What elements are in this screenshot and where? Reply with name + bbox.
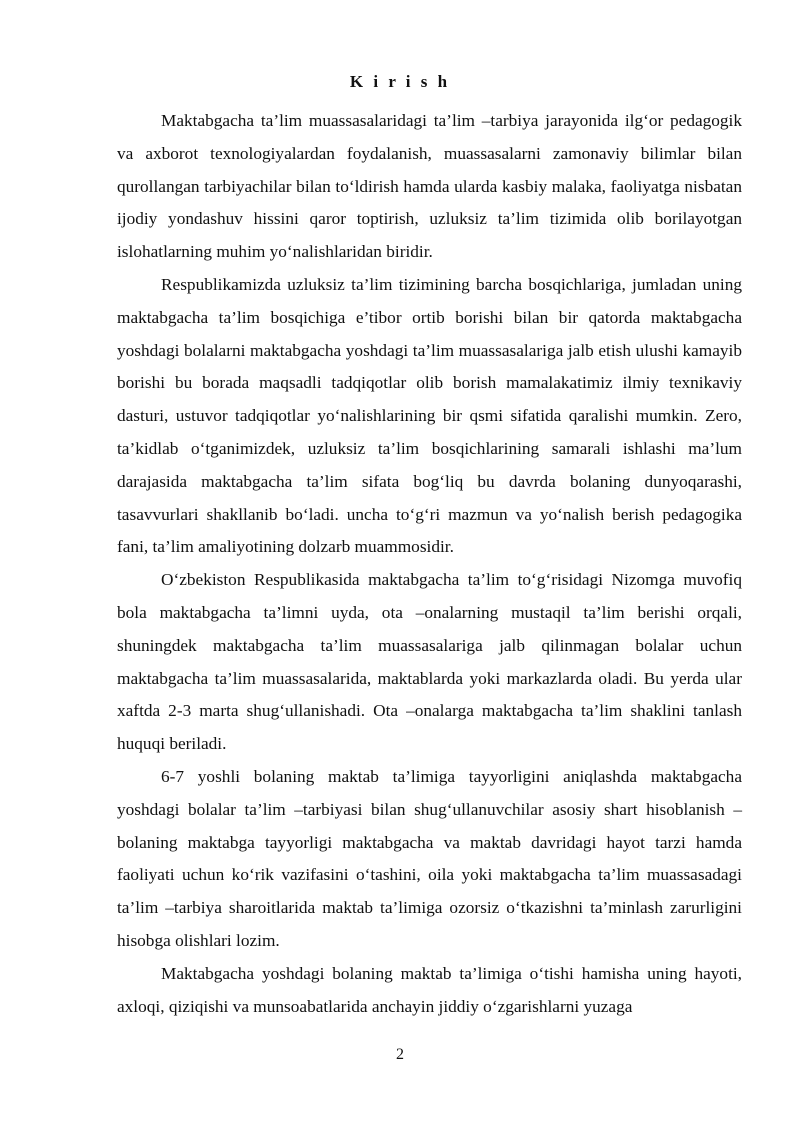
- paragraph: O‘zbekiston Respublikasida maktabgacha ta’lim to‘g‘risidagi Nizomga muvofiq bola maktabgacha ta’limni uyda, ota –onalarning mustaqil ta’lim berishi orqali, shuningdek maktabgacha ta’lim muassasalariga jalb qilinmagan bolalar uchun maktabgacha ta’lim muassasalarida, maktablarda yoki markazlarda oladi. Bu yerda ular xaftda 2-3 marta shug‘ullanishadi. Ota –onalarga maktabgacha ta’lim shaklini tanlash huquqi beriladi.: [117, 570, 742, 754]
- page-title: K i r i s h: [349, 72, 451, 91]
- paragraph: 6-7 yoshli bolaning maktab ta’limiga tayyorligini aniqlashda maktabgacha yoshdagi bolalar ta’lim –tarbiyasi bilan shug‘ullanuvchilar asosiy shart hisoblanish – bolaning maktabga tayyorligi maktabgacha va maktab davridagi hayot tarzi hamda faoliyati uchun ko‘rik vazifasini o‘tashini, oila yoki maktabgacha ta’lim muassasadagi ta’lim –tarbiya sharoitlarida maktab ta’limiga ozorsiz o‘tkazishni ta’minlash zarurligini hisobga olishlari lozim.: [117, 766, 742, 950]
- document-body: [117, 105, 742, 1023]
- paragraph: Maktabgacha yoshdagi bolaning maktab ta’limiga o‘tishi hamisha uning hayoti, axloqi, qiziqishi va munsoabatlarida anchayin jiddiy o‘zgarishlarni yuzaga: [117, 963, 742, 1016]
- paragraph: Respublikamizda uzluksiz ta’lim tizimining barcha bosqichlariga, jumladan uning maktabgacha ta’lim bosqichiga e’tibor ortib borishi bilan bir qatorda maktabgacha yoshdagi bolalarni maktabgacha yoshdagi ta’lim muassasalariga jalb etish ulushi kamayib borishi bu borada maqsadli tadqiqotlar olib borish mamalakatimiz ilmiy texnikaviy dasturi, ustuvor tadqiqotlar yo‘nalishlarining bir qsmi sifatida qaralishi mumkin. Zero, ta’kidlab o‘tganimizdek, uzluksiz ta’lim bosqichlarining samarali ishlashi ma’lum darajasida maktabgacha ta’lim sifata bog‘liq bu davrda bolaning dunyoqarashi, tasavvurlari shakllanib bo‘ladi. uncha to‘g‘ri mazmun va yo‘nalish berish pedagogika fani, ta’lim amaliyotining dolzarb muammosidir.: [117, 274, 742, 557]
- paragraph: Maktabgacha ta’lim muassasalaridagi ta’lim –tarbiya jarayonida ilg‘or pedagogik va axborot texnologiyalardan foydalanish, muassasalarni zamonaviy bilimlar bilan qurollangan tarbiyachilar bilan to‘ldirish hamda ularda kasbiy malaka, faoliyatga nisbatan ijodiy yondashuv hissini qaror toptirish, uzluksiz ta’lim tizimida olib borilayotgan islohatlarning muhim yo‘nalishlaridan biridir.: [117, 111, 742, 262]
- page-number: 2: [396, 1046, 404, 1063]
